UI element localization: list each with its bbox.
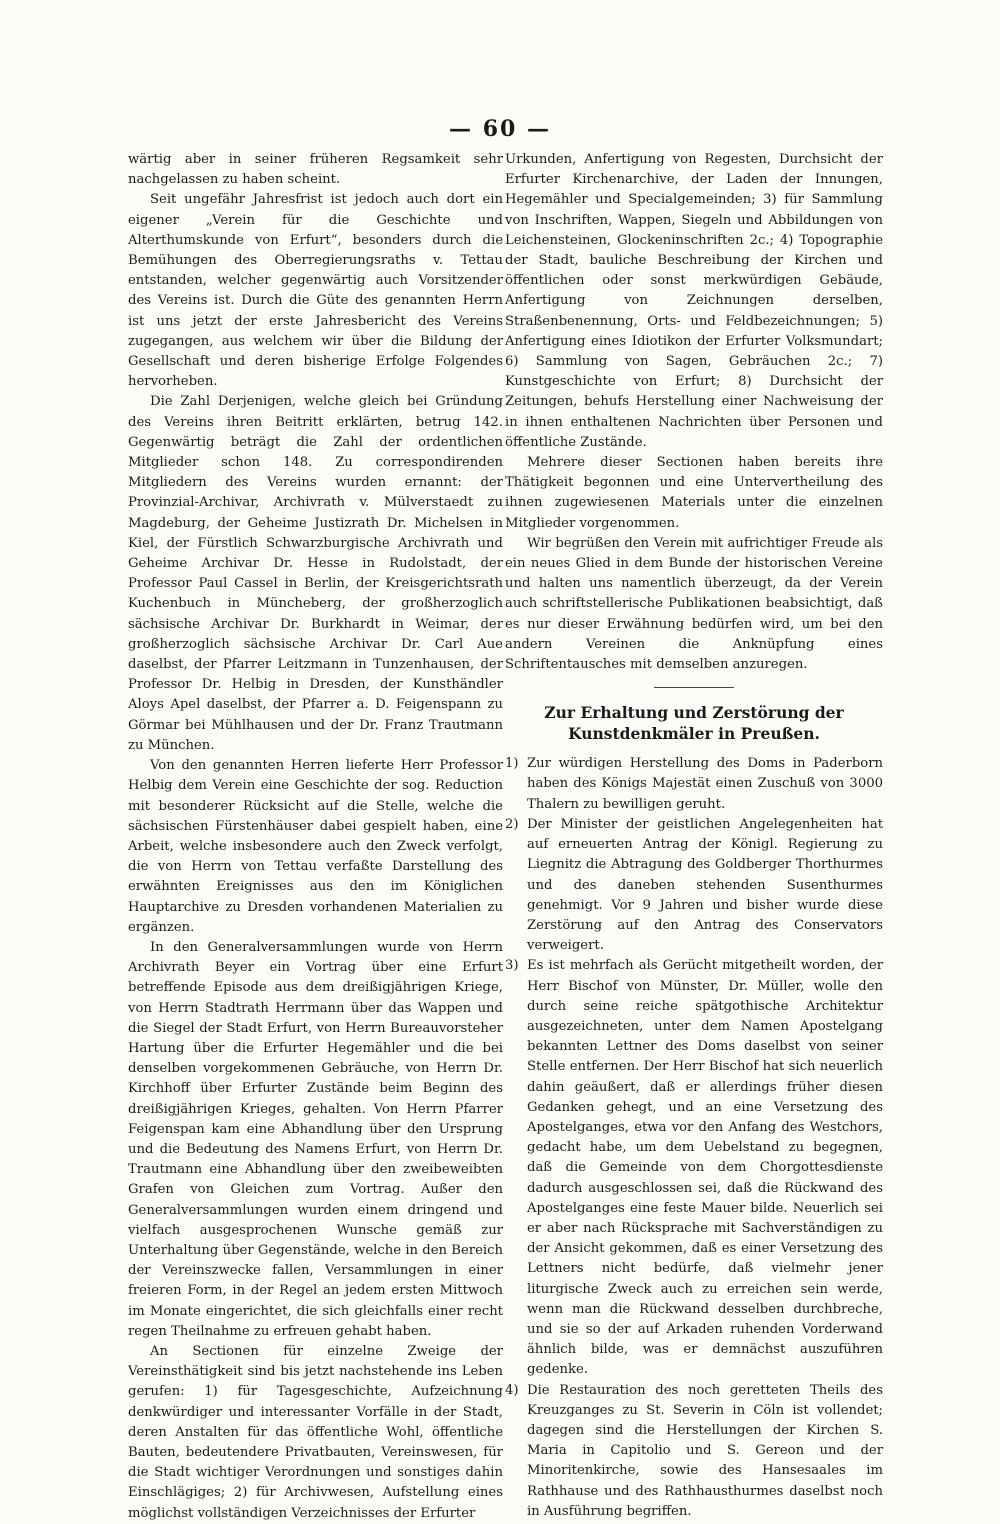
paragraph: wärtig aber in seiner früheren Regsamkeit sehr nachgelassen zu haben scheint.	[128, 152, 503, 188]
left-column	[128, 150, 503, 1524]
list-item-text: Zur würdigen Herstellung des Doms in Paderborn haben des Königs Majestät einen Zuschuß von 3000 Thalern zu bewilligen geruht.	[527, 756, 883, 812]
list-item	[505, 956, 883, 1380]
paragraph: Seit ungefähr Jahresfrist ist jedoch auch dort ein eigener „Verein für die Geschichte und Alterthumskunde von Erfurt“, besonders durch die Bemühungen des Oberregierungsraths v. Tettau entstanden, welcher gegenwärtig auch Vorsitzender des Vereins ist. Durch die Güte des genannten Herrn ist uns jetzt der erste Jahresbericht des Vereins zugegangen, aus welchem wir über die Bildung der Gesellschaft und deren bisherige Erfolge Folgendes hervorheben.	[128, 192, 503, 390]
list-item-number: 3)	[505, 958, 519, 974]
paragraph: An Sectionen für einzelne Zweige der Vereinsthätigkeit sind bis jetzt nachstehende ins Leben gerufen: 1) für Tagesgeschichte, Aufzeichnung denkwürdiger und interessanter Vorfälle in der Stadt, deren Anstalten für das öffentliche Wohl, öffentliche Bauten, bedeutendere Privatbauten, Vereinswesen, für die Stadt wichtiger Verordnungen und sonstiges dahin Einschlägiges; 2) für Archivwesen, Aufstellung eines möglichst vollständigen Verzeichnisses der Erfurter	[128, 1343, 503, 1521]
list-item-number: 1)	[505, 756, 519, 772]
paragraph: Mehrere dieser Sectionen haben bereits ihre Thätigkeit begonnen und eine Untervertheilung des ihnen zugewiesenen Materials unter die einzelnen Mitglieder vorgenommen.	[505, 455, 883, 531]
list-item-text: Es ist mehrfach als Gerücht mitgetheilt worden, der Herr Bischof von Münster, Dr. Müller, wolle den durch seine reiche spätgothische Architektur ausgezeichneten, unter dem Namen Apostelgang bekannten Lettner des Doms daselbst von seiner Stelle entfernen. Der Herr Bischof hat sich neuerlich dahin geäußert, daß er allerdings früher diesen Gedanken gehegt, und an eine Versetzung des Apostelganges, etwa vor den Anfang des Westchors, gedacht habe, um dem Uebelstand zu begegnen, daß die Gemeinde von dem Chorgottesdienste dadurch ausgeschlossen sei, daß die Rückwand des Apostelganges eine feste Mauer bilde. Neuerlich sei er aber nach Rücksprache mit Sachverständigen zu der Ansicht gekommen, daß es einer Versetzung des Lettners nicht bedürfe, daß vielmehr jener liturgische Zweck auch zu erreichen sein werde, wenn man die Rückwand desselben durchbreche, und sie so der auf Arkaden ruhenden Vorderwand ähnlich bilde, was er demnächst auszuführen gedenke.	[527, 958, 883, 1378]
section-heading: Zur Erhaltung und Zerstörung der Kunstdenkmäler in Preußen.	[544, 703, 844, 744]
list-item-text: Die Restauration des noch geretteten Theils des Kreuzganges zu St. Severin in Cöln ist vollendet; dagegen sind die Herstellungen der Kirchen S. Maria in Capitolio und S. Gereon und der Minoritenkirche, sowie des Hansesaales im Rathhause und des Rathhausthurmes daselbst noch in Ausführung begriffen.	[527, 1382, 883, 1519]
list-item-number: 4)	[505, 1382, 519, 1398]
list-item-text: Der Minister der geistlichen Angelegenheiten hat auf erneuerten Antrag der Königl. Regierung zu Liegnitz die Abtragung des Goldberger Thorthurmes und des daneben stehenden Susenthurmes genehmigt. Vor 9 Jahren und bisher wurde diese Zerstörung auf den Antrag des Conservators verweigert.	[527, 816, 883, 954]
paragraph: Wir begrüßen den Verein mit aufrichtiger Freude als ein neues Glied in dem Bunde der historischen Vereine und halten uns namentlich überzeugt, da der Verein auch schriftstellerische Publikationen beabsichtigt, daß es nur dieser Erwähnung bedürfen wird, um bei den andern Vereinen die Anknüpfung eines Schriftentausches mit demselben anzuregen.	[505, 535, 883, 673]
list-item-number: 2)	[505, 816, 519, 832]
paragraph: Von den genannten Herren lieferte Herr Professor Helbig dem Verein eine Geschichte der sog. Reduction mit besonderer Rücksicht auf die Stelle, welche die sächsischen Fürstenhäuser dabei gespielt haben, eine Arbeit, welche insbesondere auch den Zweck verfolgt, die von Herrn von Tettau verfaßte Darstellung des erwähnten Ereignisses aus den im Königlichen Hauptarchive zu Dresden vorhandenen Materialien zu ergänzen.	[128, 758, 503, 935]
section-divider	[654, 687, 734, 688]
list-item	[505, 1381, 883, 1522]
list-item	[505, 754, 883, 815]
paragraph: Die Zahl Derjenigen, welche gleich bei Gründung des Vereins ihren Beitritt erklärten, betrug 142. Gegenwärtig beträgt die Zahl der ordentlichen Mitglieder schon 148. Zu correspondirenden Mitgliedern des Vereins wurden ernannt: der Provinzial-Archivar, Archivrath v. Mülverstaedt zu Magdeburg, der Geheime Justizrath Dr. Michelsen in Kiel, der Fürstlich Schwarzburgische Archivrath und Geheime Archivar Dr. Hesse in Rudolstadt, der Professor Paul Cassel in Berlin, der Kreisgerichtsrath Kuchenbuch in Müncheberg, der großherzoglich sächsische Archivar Dr. Burkhardt in Weimar, der großherzoglich sächsische Archivar Dr. Carl Aue daselbst, der Pfarrer Leitzmann in Tunzenhausen, der Professor Dr. Helbig in Dresden, der Kunsthändler Aloys Apel daselbst, der Pfarrer a. D. Feigenspann zu Görmar bei Mühlhausen und der Dr. Franz Trautmann zu München.	[128, 394, 503, 753]
right-column	[505, 150, 883, 1522]
list-item	[505, 815, 883, 956]
paragraph: Urkunden, Anfertigung von Regesten, Durchsicht der Erfurter Kirchenarchive, der Laden der Innungen, Hegemähler und Specialgemeinden; 3) für Sammlung von Inschriften, Wappen, Siegeln und Abbildungen von Leichensteinen, Glockeninschriften 2c.; 4) Topographie der Stadt, bauliche Beschreibung der Kirchen und öffentlichen oder sonst merkwürdigen Gebäude, Anfertigung von Zeichnungen derselben, Straßenbenennung, Orts- und Feldbezeichnungen; 5) Anfertigung eines Idiotikon der Erfurter Volksmundart; 6) Sammlung von Sagen, Gebräuchen 2c.; 7) Kunstgeschichte von Erfurt; 8) Durchsicht der Zeitungen, behufs Herstellung einer Nachweisung der in ihnen enthaltenen Nachrichten über Personen und öffentliche Zustände.	[505, 152, 883, 450]
page-number: — 60 —	[449, 116, 551, 142]
paragraph: In den Generalversammlungen wurde von Herrn Archivrath Beyer ein Vortrag über eine Erfurt betreffende Episode aus dem dreißigjährigen Kriege, von Herrn Stadtrath Herrmann über das Wappen und die Siegel der Stadt Erfurt, von Herrn Bureauvorsteher Hartung über die Erfurter Hegemähler und die bei denselben vorgekommenen Gebräuche, von Herrn Dr. Kirchhoff über Erfurter Zustände beim Beginn des dreißigjährigen Krieges, gehalten. Von Herrn Pfarrer Feigenspan kam eine Abhandlung über den Ursprung und die Bedeutung des Namens Erfurt, von Herrn Dr. Trautmann eine Abhandlung über den zweibeweibten Grafen von Gleichen zum Vortrag. Außer den Generalversammlungen wurden einem dringend und vielfach ausgesprochenen Wunsche gemäß zur Unterhaltung über Gegenstände, welche in den Bereich der Vereinszwecke fallen, Versammlungen in einer freieren Form, in der Regel an jedem ersten Mittwoch im Monate eingerichtet, die sich gleichfalls einer recht regen Theilnahme zu erfreuen gehabt haben.	[128, 939, 503, 1339]
